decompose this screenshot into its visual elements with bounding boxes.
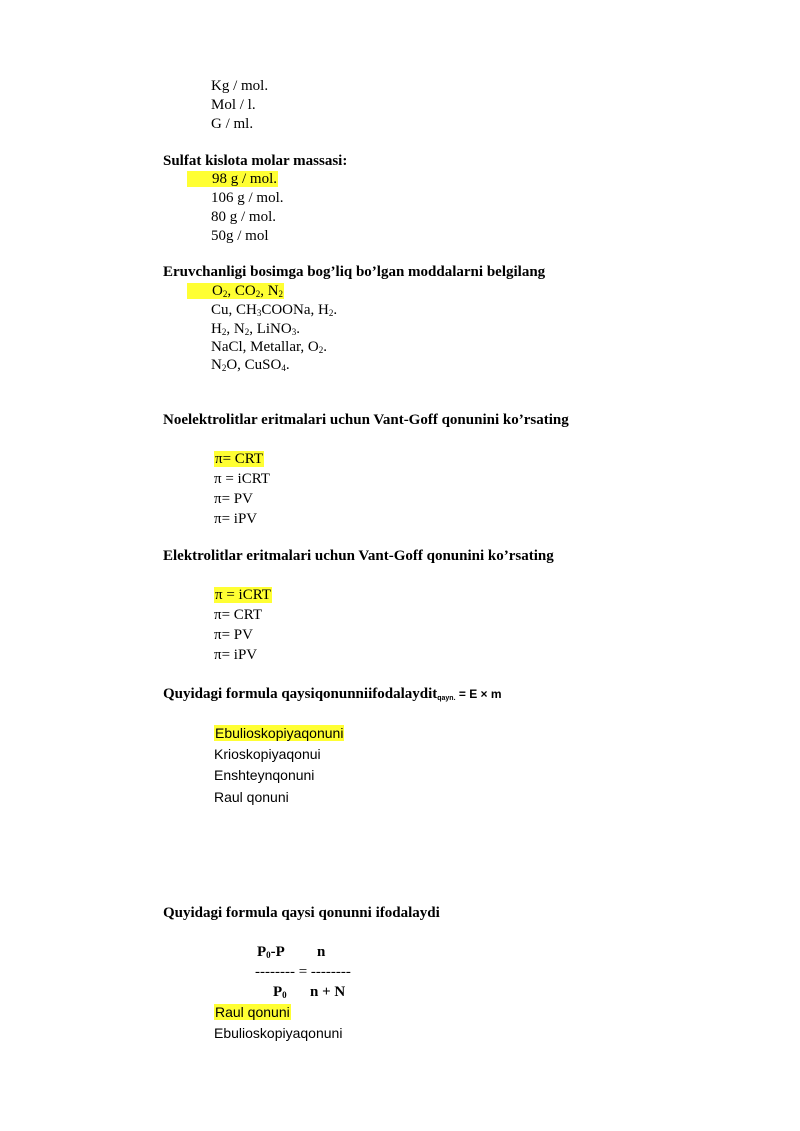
q2-o3-p2: , N (226, 321, 245, 337)
q2-o5-p4: . (285, 357, 290, 373)
q0-option-1: Kg / mol. (211, 78, 269, 94)
q4-option-1 (214, 586, 272, 604)
q2-o1-p1: 2 (222, 289, 228, 299)
q5-question-sub: qayn. (437, 695, 456, 702)
q5-question (163, 685, 502, 703)
formula-fraction-bar: -------- = -------- (255, 964, 351, 980)
q1-option-3: 80 g / mol. (211, 209, 277, 225)
q3-option-2: π = iCRT (214, 471, 270, 487)
formula-denominator-right: n + N (310, 984, 346, 1000)
q2-o1-p2: , CO (227, 283, 256, 299)
q3-option-1-text: π= CRT (215, 451, 264, 467)
q2-o1-p3: 2 (255, 289, 261, 299)
q2-o4-p2: . (323, 339, 327, 355)
q6-option-1 (214, 1003, 291, 1021)
q0-option-3: G / ml. (211, 116, 254, 132)
q2-o5-p0: N (211, 357, 222, 373)
q2-o3-p6: . (296, 321, 300, 337)
q5-option-3: Enshteynqonuni (214, 767, 315, 783)
q3-question: Noelektrolitlar eritmalari uchun Vant-Goff qonunini ko’rsating (163, 412, 569, 428)
q2-o3-p3: 2 (244, 327, 250, 337)
q2-option-2 (211, 301, 337, 319)
q1-option-4: 50g / mol (211, 228, 269, 244)
q4-question: Elektrolitlar eritmalari uchun Vant-Goff qonunini ko’rsating (163, 548, 554, 564)
q5-question-text: Quyidagi formula qaysiqonunniifodalaydit (163, 686, 438, 702)
q4-option-1-text: π = iCRT (215, 587, 271, 603)
formula-denominator-left (273, 983, 287, 1001)
q6-question: Quyidagi formula qaysi qonunni ifodalaydi (163, 905, 440, 921)
q2-option-4 (211, 338, 327, 356)
q2-option-5 (211, 356, 290, 374)
q4-option-4: π= iPV (214, 647, 258, 663)
q3-option-3: π= PV (214, 491, 253, 507)
q2-o1-p0: O (212, 283, 223, 299)
q2-option-1 (211, 282, 284, 300)
formula-den-p-sub: 0 (282, 990, 287, 1000)
q2-o5-p2: O, CuSO (226, 357, 282, 373)
q2-o4-p0: NaCl, Metallar, O (211, 339, 319, 355)
formula-den-p: P (273, 984, 283, 1000)
q0-option-2: Mol / l. (211, 97, 256, 113)
q3-option-1 (214, 450, 264, 468)
q2-highlight-marker (187, 283, 211, 299)
q5-option-4: Raul qonuni (214, 789, 289, 805)
q6-option-1-text: Raul qonuni (215, 1004, 290, 1020)
q2-o3-p0: H (211, 321, 222, 337)
formula-num-p-sub: 0 (266, 950, 271, 960)
q6-option-2: Ebulioskopiyaqonuni (214, 1025, 343, 1041)
formula-numerator-left (257, 943, 285, 961)
q5-option-1-text: Ebulioskopiyaqonuni (215, 725, 344, 741)
q2-question: Eruvchanligi bosimga bog’liq bo’lgan moddalarni belgilang (163, 264, 546, 280)
formula-num-tail: -P (270, 944, 285, 960)
q1-option-1 (211, 170, 278, 188)
q5-option-2: Krioskopiyaqonui (214, 746, 321, 762)
q2-o2-p2: COONa, H (261, 302, 329, 318)
q2-o5-p1: 2 (221, 363, 227, 373)
q4-option-2: π= CRT (214, 607, 263, 623)
q2-o3-p5: 3 (291, 327, 297, 337)
q2-option-3 (211, 320, 300, 338)
q2-o5-p3: 4 (281, 363, 286, 373)
q2-o3-p4: , LiNO (249, 321, 292, 337)
q2-o2-p3: 2 (328, 308, 334, 318)
formula-num-p: P (257, 944, 267, 960)
q2-o3-p1: 2 (221, 327, 227, 337)
q2-o1-p5: 2 (278, 289, 284, 299)
formula-numerator-right: n (317, 944, 326, 960)
q3-option-4: π= iPV (214, 511, 258, 527)
q2-o2-p4: . (333, 302, 338, 318)
q5-option-1 (214, 724, 344, 742)
q2-o1-p4: , N (260, 283, 279, 299)
q1-question: Sulfat kislota molar massasi: (163, 153, 348, 169)
q4-option-3: π= PV (214, 627, 253, 643)
q2-o2-p1: 3 (256, 308, 262, 318)
q1-highlight-marker (187, 171, 211, 187)
q2-o4-p1: 2 (318, 345, 324, 355)
q1-option-1-text: 98 g / mol. (212, 171, 278, 187)
q5-question-tail: = E × m (455, 687, 502, 701)
q1-option-2: 106 g / mol. (211, 190, 284, 206)
q2-o2-p0: Cu, CH (211, 302, 257, 318)
